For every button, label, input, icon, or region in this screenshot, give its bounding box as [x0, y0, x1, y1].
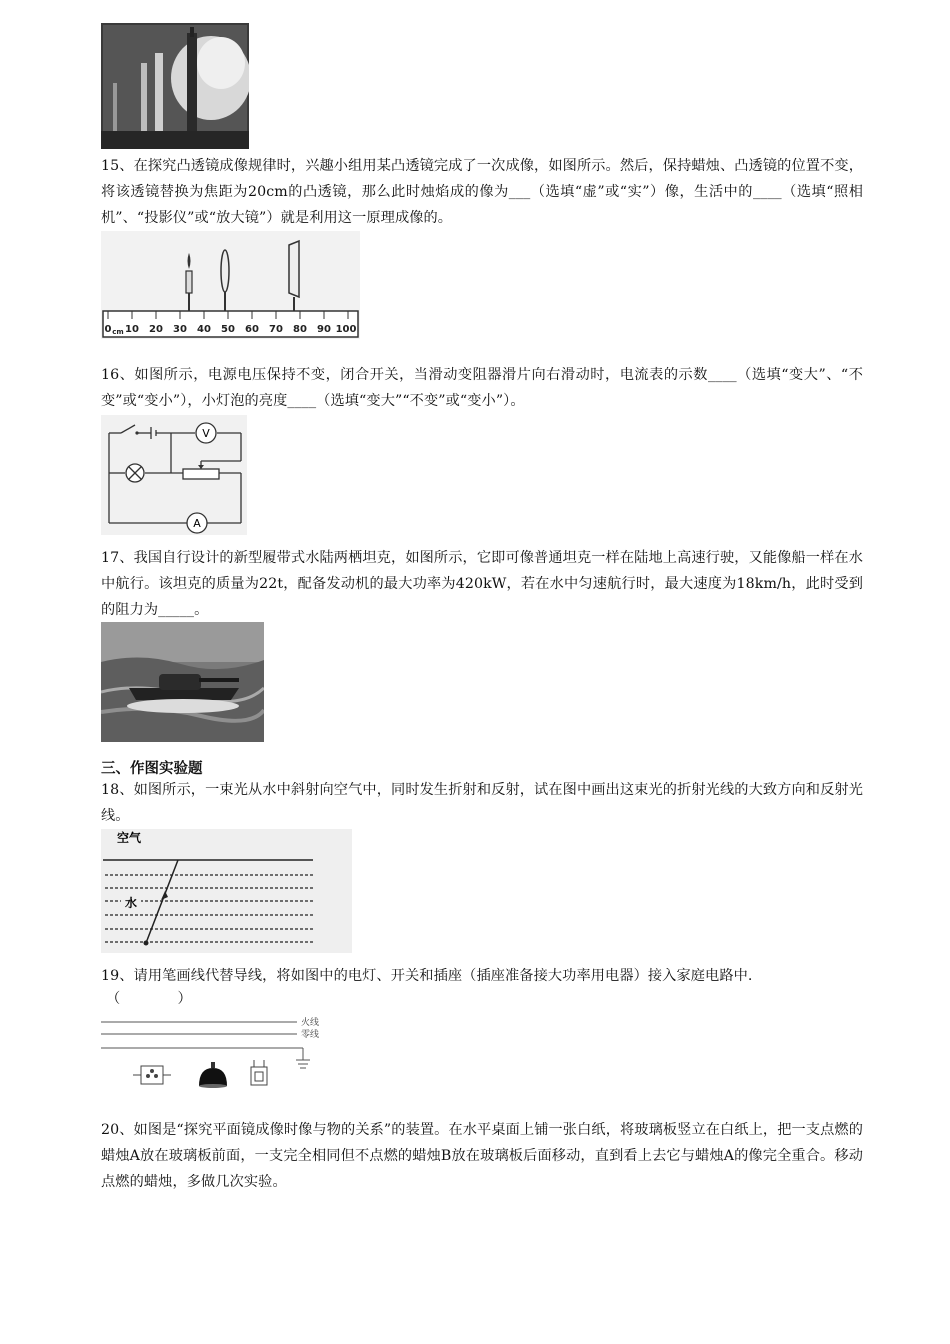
section-title: 三、作图实验题: [101, 761, 203, 777]
question-15-text: 15、在探究凸透镜成像规律时，兴趣小组用某凸透镜完成了一次成像，如图所示。然后，保持蜡烛、凸透镜的位置不变，将该透镜替换为焦距为20cm的凸透镜，那么此时烛焰成的像为___（选填“虚”或“实”）像，生活中的____（选填“照相机”、“投影仪”或“放大镜”）就是利用这一原理成像的。: [101, 158, 863, 226]
live-wire-label: 火线: [301, 1018, 320, 1028]
question-20-text: 20、如图是“探究平面镜成像时像与物的关系”的装置。在水平桌面上铺一张白纸，将玻璃板竖立在白纸上，把一支点燃的蜡烛A放在玻璃板前面，一支完全相同但不点燃的蜡烛B放在玻璃板后面移动，直到看上去它与蜡烛A的像完全重合。移动点燃的蜡烛，多做几次实验。: [101, 1122, 863, 1190]
rocket-launch-photo: [101, 23, 249, 149]
ruler-unit-label: cm: [112, 328, 124, 336]
circuit-diagram: [101, 415, 247, 535]
ruler-tick-label: 30: [173, 324, 187, 335]
ruler-tick-label: 100: [335, 324, 357, 335]
refraction-figure: [101, 829, 352, 953]
question-17-text: 17、我国自行设计的新型履带式水陆两栖坦克，如图所示，它即可像普通坦克一样在陆地上高速行驶，又能像船一样在水中航行。该坦克的质量为22t，配备发动机的最大功率为420kW，若在水中匀速航行时，最大速度为18km/h，此时受到的阻力为_____。: [101, 550, 863, 618]
ruler-tick-label: 90: [317, 324, 331, 335]
ruler-tick-label: 20: [149, 324, 163, 335]
optical-bench-figure: [101, 231, 360, 339]
ruler-tick-label: 80: [293, 324, 307, 335]
question-16-text: 16、如图所示，电源电压保持不变，闭合开关，当滑动变阻器滑片向右滑动时，电流表的示数____（选填“变大”、“不变”或“变小”），小灯泡的亮度____（选填“变大”“不变”或“变小”）。: [101, 367, 863, 409]
water-label: 水: [125, 896, 138, 910]
ammeter-icon: [187, 513, 207, 533]
air-label: 空气: [117, 831, 142, 845]
svg-text:A: A: [193, 517, 201, 530]
ruler-tick-label: 50: [221, 324, 235, 335]
ruler-tick-label: 70: [269, 324, 283, 335]
amphibious-tank-photo: [101, 622, 264, 742]
voltmeter-icon: [196, 423, 216, 443]
question-18-text: 18、如图所示，一束光从水中斜射向空气中，同时发生折射和反射，试在图中画出这束光的折射光线的大致方向和反射光线。: [101, 782, 863, 824]
ruler-tick-label: 60: [245, 324, 259, 335]
answer-blank: （ ）: [106, 991, 192, 1007]
ruler-tick-label: 10: [125, 324, 139, 335]
ruler-tick-label: 0: [104, 324, 112, 335]
lamp-icon: [126, 464, 144, 482]
neutral-wire-label: 零线: [301, 1030, 320, 1040]
ruler: [103, 311, 358, 337]
question-19-text: 19、请用笔画线代替导线，将如图中的电灯、开关和插座（插座准备接大功率用电器）接入家庭电路中.: [101, 968, 753, 984]
svg-text:V: V: [202, 427, 210, 440]
household-circuit-figure: [101, 1010, 329, 1092]
ruler-tick-label: 40: [197, 324, 211, 335]
